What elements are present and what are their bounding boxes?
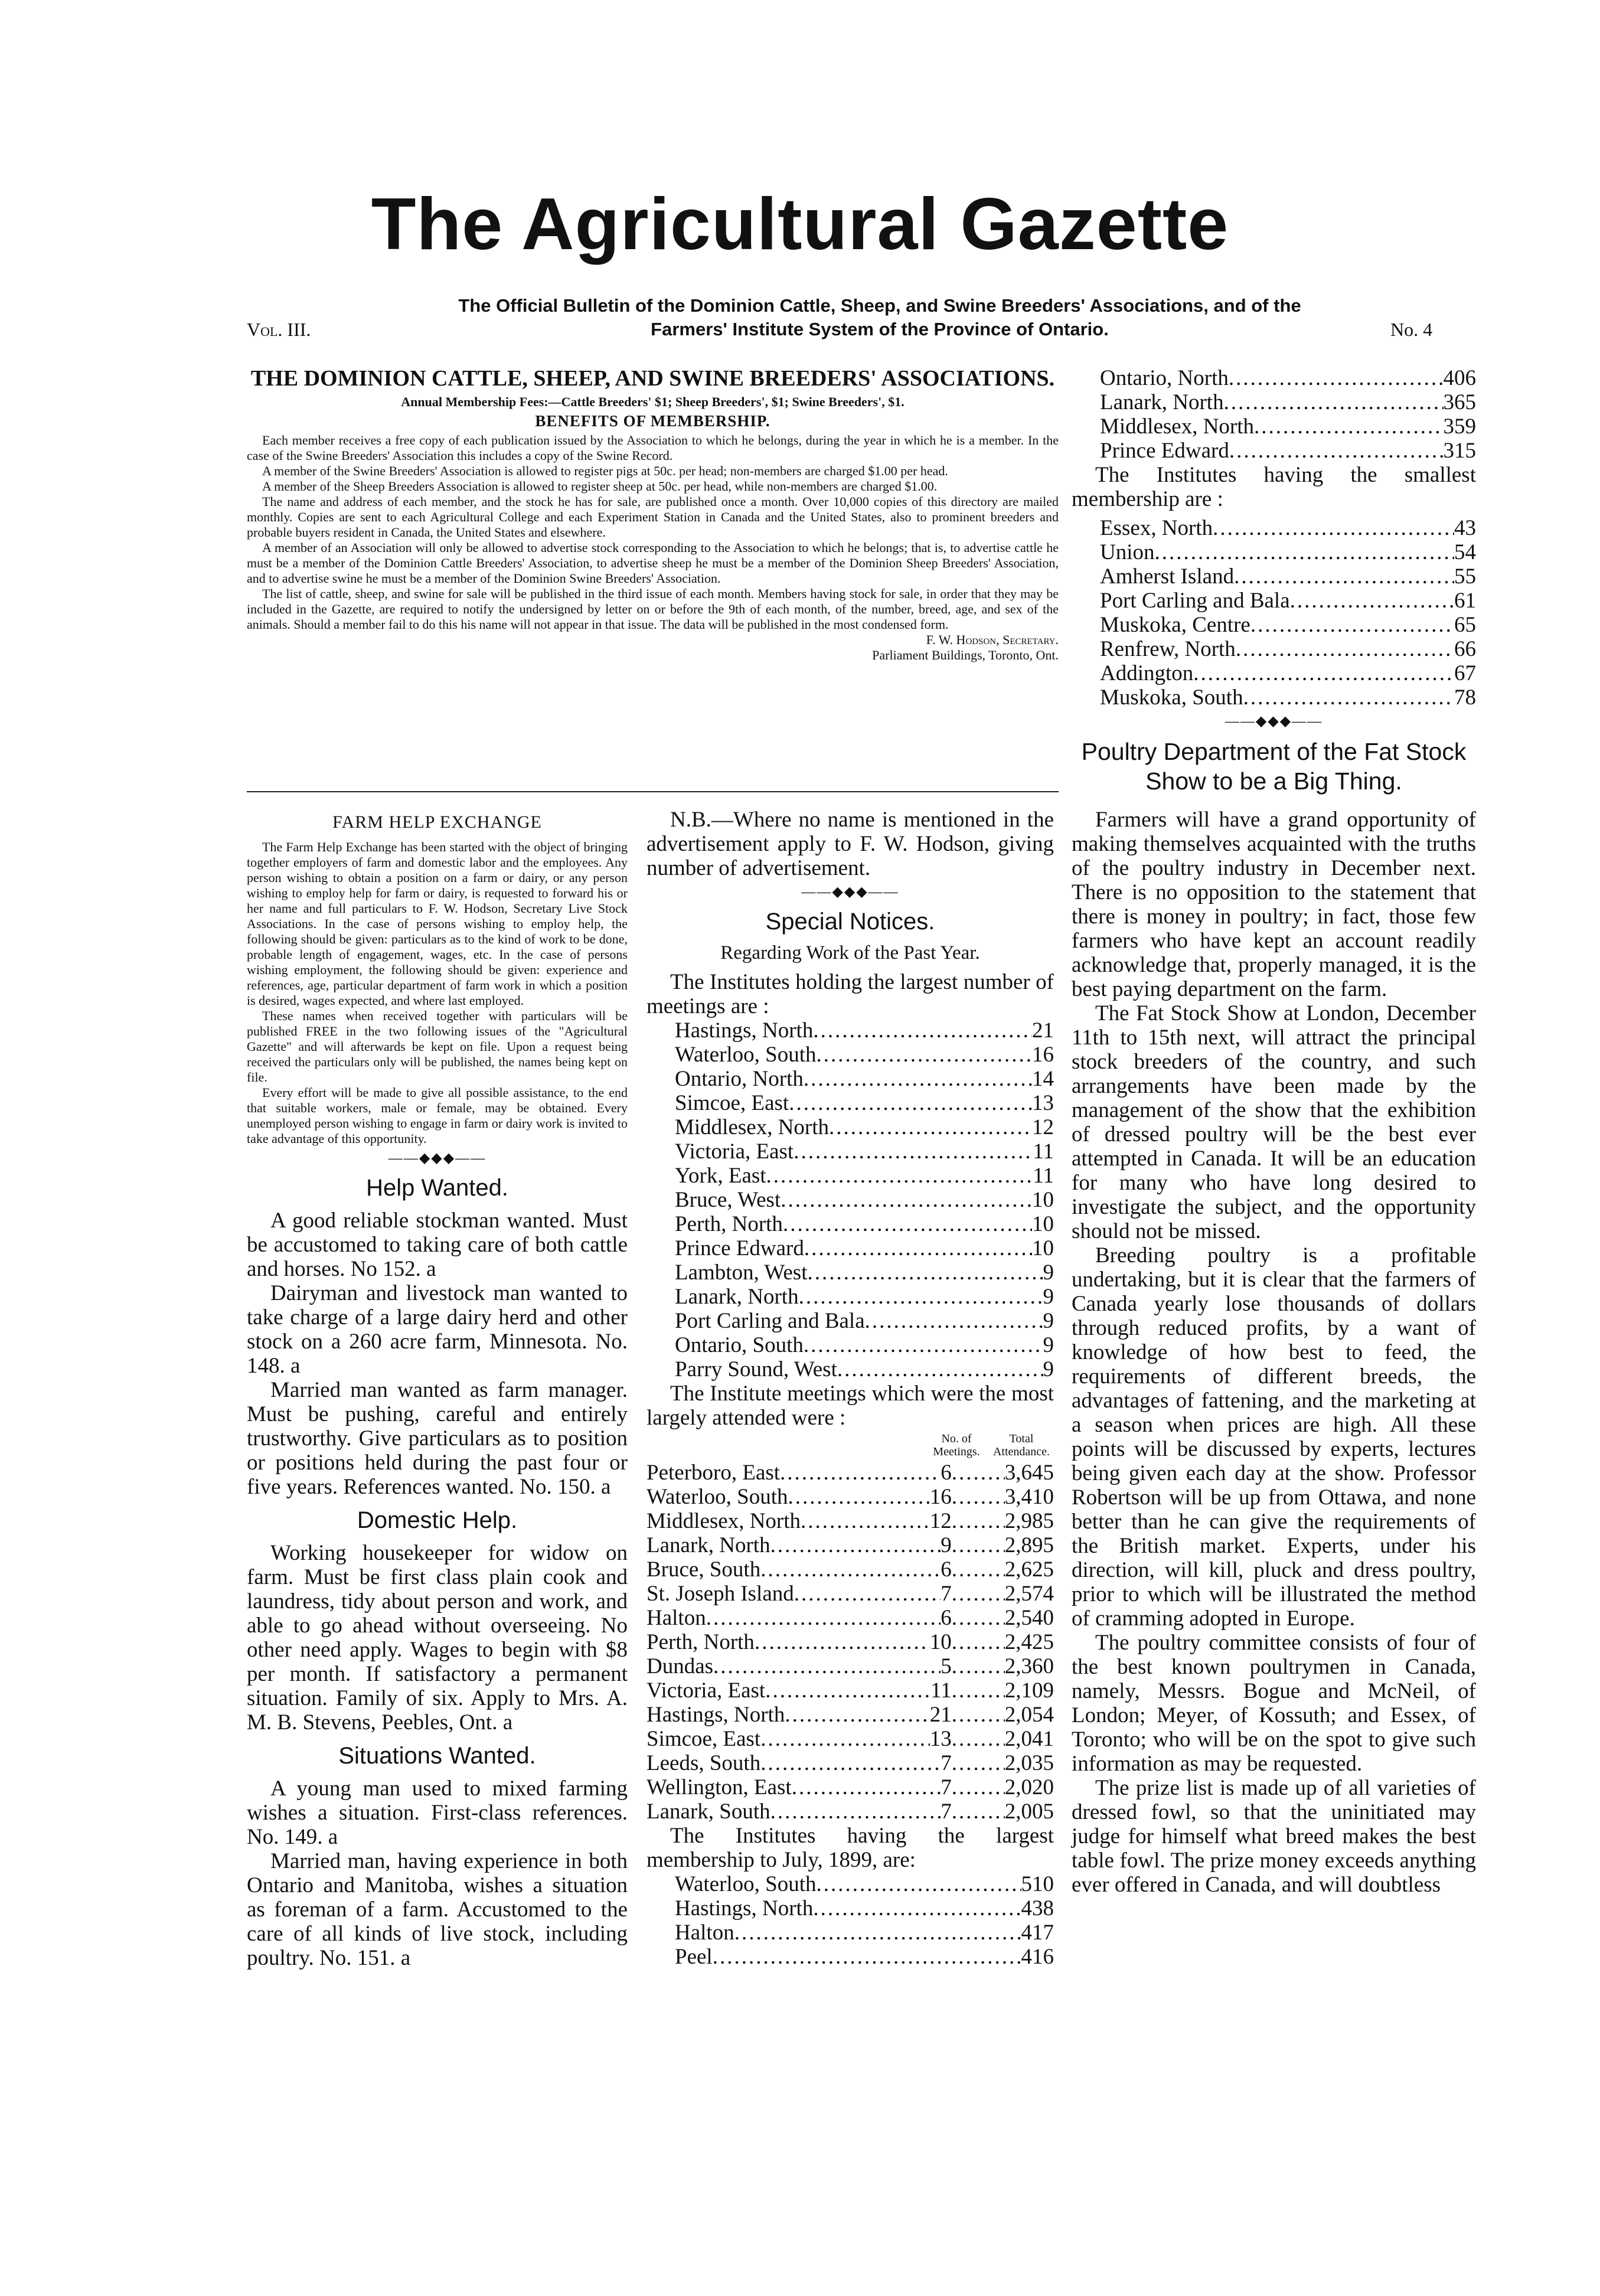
item-value: 12 — [1032, 1115, 1054, 1139]
list-item — [1100, 390, 1476, 414]
item-name: Essex, North — [1100, 516, 1213, 540]
poultry-heading: Poultry Department of the Fat Stock Show to be a Big Thing. — [1081, 738, 1467, 795]
row-meetings: 9 — [941, 1533, 952, 1557]
list-item — [675, 1921, 1054, 1945]
subtitle-line-2: Farmers' Institute System of the Province of Ontario. — [651, 319, 1109, 339]
meetings-intro: The Institutes holding the largest number of meetings are : — [646, 970, 1054, 1018]
item-name: Amherst Island — [1100, 564, 1235, 589]
list-item — [675, 1212, 1054, 1236]
meetings-list — [646, 1018, 1054, 1381]
associations-box — [247, 366, 1059, 663]
item-name: Renfrew, North — [1100, 637, 1236, 661]
item-name: Ontario, North — [675, 1067, 804, 1091]
farm-help-paragraph: These names when received together with particulars will be published FREE in the two following issues of the "Agricultural Gazette" and will afterwards be kept on file. Upon a request being received the particulars only will be published, the names being kept on file. — [247, 1008, 628, 1085]
row-meetings: 6 — [941, 1557, 952, 1582]
row-name: Hastings, North — [646, 1703, 785, 1727]
row-meetings: 7 — [941, 1775, 952, 1799]
list-item — [1100, 637, 1476, 661]
row-total: 3,645 — [1004, 1461, 1054, 1485]
item-value: 9 — [1043, 1357, 1054, 1381]
help-wanted-ad: Dairyman and livestock man wanted to take charge of a large dairy herd and other stock on a 260 acre farm, Minnesota. No. 148. a — [247, 1281, 628, 1378]
item-value: 438 — [1021, 1896, 1054, 1921]
item-value: 9 — [1043, 1333, 1054, 1357]
item-value: 43 — [1454, 516, 1476, 540]
row-total: 2,054 — [1004, 1703, 1054, 1727]
row-total: 2,041 — [1004, 1727, 1054, 1751]
row-meetings: 11 — [930, 1678, 952, 1703]
attendance-table — [646, 1461, 1054, 1824]
situations-wanted-heading: Situations Wanted. — [338, 1743, 536, 1769]
benefit-paragraph: The name and address of each member, and the stock he has for sale, are published once a month. Over 10,000 copies of this directory are mailed monthly. Copies are sent to each Agricultural College and each Experiment Station in Canada and the United States, also to prominent breeders and probable buyers resident in Canada, the United States and elsewhere. — [247, 494, 1059, 540]
largest-membership-intro: The Institutes having the largest membership to July, 1899, are: — [646, 1824, 1054, 1872]
help-wanted-ad: A good reliable stockman wanted. Must be accustomed to taking care of both cattle and horses. No 152. a — [247, 1209, 628, 1281]
list-item — [675, 1164, 1054, 1188]
list-item — [675, 1945, 1054, 1969]
item-name: Waterloo, South — [675, 1872, 817, 1896]
table-row — [646, 1775, 1054, 1799]
item-name: Perth, North — [675, 1212, 783, 1236]
item-name: Lambton, West — [675, 1260, 808, 1285]
table-row — [646, 1799, 1054, 1824]
issue-number: No. 4 — [1390, 319, 1433, 340]
poultry-paragraph: Breeding poultry is a profitable undertaking, but it is clear that the farmers of Canada yearly lose thousands of dollars through reduced profits, by a want of knowledge of how best to feed, the requirements of different breeds, the advantages of fattening, and the marketing at a season when prices are high. All these points will be discussed by experts, lectures being given each day at the show. Professor Robertson will be up from Ottawa, and none better than he can give the requirements of the British market. Experts, under his direction, will kill, pluck and dress poultry, prior to which will be illustrated the method of cramming adopted in Europe. — [1072, 1243, 1476, 1631]
domestic-help-heading: Domestic Help. — [357, 1507, 518, 1533]
list-item — [675, 1115, 1054, 1139]
poultry-paragraph: The poultry committee consists of four of the best known poultrymen in Canada, namely, Messrs. Bogue and McNeil, of London; Meyer, of Kossuth; and Essex, of Toronto; who will be on the spot to give such information as may be requested. — [1072, 1631, 1476, 1776]
item-value: 9 — [1043, 1285, 1054, 1309]
row-name: Middlesex, North — [646, 1509, 801, 1533]
masthead-title: The Agricultural Gazette — [371, 184, 1229, 265]
item-value: 13 — [1032, 1091, 1054, 1115]
row-meetings: 10 — [929, 1630, 952, 1654]
item-name: Hastings, North — [675, 1896, 814, 1921]
table-row — [646, 1751, 1054, 1775]
row-meetings: 7 — [941, 1751, 952, 1775]
row-meetings: 12 — [929, 1509, 952, 1533]
list-item — [675, 1043, 1054, 1067]
list-item — [1100, 613, 1476, 637]
row-name: Perth, North — [646, 1630, 755, 1654]
row-name: Lanark, South — [646, 1799, 770, 1824]
signature-address: Parliament Buildings, Toronto, Ont. — [872, 648, 1059, 662]
smallest-membership-intro: The Institutes having the smallest membership are : — [1072, 463, 1476, 511]
table-row — [646, 1582, 1054, 1606]
list-item — [1100, 516, 1476, 540]
farm-help-heading: FARM HELP EXCHANGE — [332, 812, 542, 832]
item-value: 10 — [1032, 1212, 1054, 1236]
list-item — [1100, 414, 1476, 439]
row-meetings: 13 — [929, 1727, 952, 1751]
table-row — [646, 1630, 1054, 1654]
header-meetings: No. of Meetings. — [933, 1432, 980, 1458]
row-total: 2,540 — [1004, 1606, 1054, 1630]
item-name: Parry Sound, West — [675, 1357, 837, 1381]
list-item — [1100, 439, 1476, 463]
nb-note: N.B.—Where no name is mentioned in the advertisement apply to F. W. Hodson, giving number of advertisement. — [646, 808, 1054, 880]
row-total: 2,574 — [1004, 1582, 1054, 1606]
list-item — [675, 1260, 1054, 1285]
column-3 — [1072, 366, 1476, 1897]
row-meetings: 7 — [941, 1582, 952, 1606]
table-row — [646, 1461, 1054, 1485]
list-item — [675, 1236, 1054, 1260]
item-value: 14 — [1032, 1067, 1054, 1091]
item-name: Ontario, South — [675, 1333, 804, 1357]
row-total: 2,895 — [1004, 1533, 1054, 1557]
item-name: Prince Edward — [1100, 439, 1229, 463]
row-name: Halton — [646, 1606, 706, 1630]
list-item — [675, 1018, 1054, 1043]
farm-help-paragraph: The Farm Help Exchange has been started with the object of bringing together employers of farm and domestic labor and the employees. Any person wishing to obtain a position on a farm or dairy, or any person wishing to employ help for farm or dairy, is requested to forward his or her name and full particulars to F. W. Hodson, Secretary Live Stock Associations. In the case of persons wishing to employ help, the following should be given: particulars as to the kind of work to be done, probable length of engagement, wages, etc. In the case of persons wishing employment, the following should be given: experience and references, age, particular department of farm work in which a position is desired, wages expected, and where last employed. — [247, 840, 628, 1008]
associations-heading: THE DOMINION CATTLE, SHEEP, AND SWINE BREEDERS' ASSOCIATIONS. — [250, 366, 1055, 391]
table-row — [646, 1654, 1054, 1678]
special-notices-subheading: Regarding Work of the Past Year. — [720, 942, 980, 964]
help-wanted-heading: Help Wanted. — [366, 1175, 508, 1201]
row-total: 2,625 — [1004, 1557, 1054, 1582]
row-name: Dundas — [646, 1654, 714, 1678]
row-name: Wellington, East — [646, 1775, 792, 1799]
header-total: Total Attendance. — [992, 1432, 1050, 1458]
item-value: 55 — [1454, 564, 1476, 589]
column-2 — [646, 808, 1054, 1969]
item-name: Middlesex, North — [675, 1115, 830, 1139]
item-value: 11 — [1033, 1139, 1054, 1164]
item-name: Muskoka, Centre — [1100, 613, 1250, 637]
item-value: 359 — [1443, 414, 1476, 439]
table-row — [646, 1533, 1054, 1557]
benefit-paragraph: A member of the Sheep Breeders Association is allowed to register sheep at 50c. per head, while non-members are charged $1.00. — [262, 479, 938, 494]
row-name: Leeds, South — [646, 1751, 761, 1775]
item-value: 66 — [1454, 637, 1476, 661]
poultry-paragraph: The prize list is made up of all varieties of dressed fowl, so that the uninitiated may judge for himself what breed makes the best table fowl. The prize money exceeds anything ever offered in Canada, and will doubtless — [1072, 1776, 1476, 1897]
column-divider — [247, 791, 1059, 792]
item-value: 61 — [1454, 589, 1476, 613]
item-value: 67 — [1454, 661, 1476, 685]
table-row — [646, 1485, 1054, 1509]
item-name: Waterloo, South — [675, 1043, 817, 1067]
row-meetings: 21 — [929, 1703, 952, 1727]
ornament-divider: ——◆◆◆—— — [1225, 714, 1323, 729]
row-total: 3,410 — [1004, 1485, 1054, 1509]
masthead-subtitle — [331, 294, 1429, 341]
list-item — [675, 1139, 1054, 1164]
item-value: 9 — [1043, 1260, 1054, 1285]
item-name: York, East — [675, 1164, 766, 1188]
table-row — [646, 1509, 1054, 1533]
table-row — [646, 1606, 1054, 1630]
list-item — [1100, 366, 1476, 390]
special-notices-heading: Special Notices. — [765, 909, 935, 935]
farm-help-paragraph: Every effort will be made to give all possible assistance, to the end that suitable workers, male or female, may be obtained. Every unemployed person wishing to engage in farm or dairy work is invited to take advantage of this opportunity. — [247, 1085, 628, 1146]
benefit-paragraph: The list of cattle, sheep, and swine for sale will be published in the third issue of each month. Members having stock for sale, in order that they may be included in the Gazette, are required to notify the undersigned by letter on or before the 9th of each month, of the number, breed, age, and sex of the animals. Should a member fail to do this his name will not appear in that issue. The data will be published in the most condensed form. — [247, 586, 1059, 632]
item-name: Prince Edward — [675, 1236, 804, 1260]
item-value: 9 — [1043, 1309, 1054, 1333]
item-value: 417 — [1021, 1921, 1054, 1945]
row-name: Lanark, North — [646, 1533, 770, 1557]
item-value: 416 — [1021, 1945, 1054, 1969]
attendance-intro: The Institute meetings which were the most largely attended were : — [646, 1381, 1054, 1430]
row-name: Simcoe, East — [646, 1727, 761, 1751]
item-value: 65 — [1454, 613, 1476, 637]
subtitle-line-1: The Official Bulletin of the Dominion Cattle, Sheep, and Swine Breeders' Associations, and of the — [458, 295, 1301, 316]
row-name: Peterboro, East — [646, 1461, 781, 1485]
list-item — [675, 1333, 1054, 1357]
situations-wanted-ad: Married man, having experience in both Ontario and Manitoba, wishes a situation as foreman of a farm. Accustomed to the care of all kinds of live stock, including poultry. No. 151. a — [247, 1849, 628, 1970]
item-name: Halton — [675, 1921, 734, 1945]
row-name: Victoria, East — [646, 1678, 766, 1703]
item-name: Muskoka, South — [1100, 685, 1243, 710]
poultry-paragraph: Farmers will have a grand opportunity of making themselves acquainted with the truths of the poultry industry in December next. There is no opposition to the statement that there is money in poultry; in fact, those few farmers who have kept an account readily acknowledge that, properly managed, it is the best paying department on the farm. — [1072, 808, 1476, 1001]
list-item — [675, 1067, 1054, 1091]
list-item — [1100, 589, 1476, 613]
list-item — [675, 1872, 1054, 1896]
item-name: Simcoe, East — [675, 1091, 789, 1115]
row-total: 2,035 — [1004, 1751, 1054, 1775]
item-name: Union — [1100, 540, 1155, 564]
row-meetings: 16 — [929, 1485, 952, 1509]
ornament-divider: ——◆◆◆—— — [388, 1151, 486, 1166]
ornament-divider: ——◆◆◆—— — [801, 884, 899, 900]
row-meetings: 7 — [941, 1799, 952, 1824]
benefit-paragraph: Each member receives a free copy of each publication issued by the Association to which he belongs, during the year in which he is a member. In the case of the Swine Breeders' Association this includes a copy of the Swine Record. — [247, 433, 1059, 463]
column-1 — [247, 808, 628, 1970]
item-value: 315 — [1443, 439, 1476, 463]
item-name: Port Carling and Bala — [675, 1309, 865, 1333]
item-value: 365 — [1443, 390, 1476, 414]
list-item — [1100, 564, 1476, 589]
row-total: 2,109 — [1004, 1678, 1054, 1703]
row-total: 2,985 — [1004, 1509, 1054, 1533]
list-item — [675, 1188, 1054, 1212]
item-name: Addington — [1100, 661, 1194, 685]
item-name: Peel — [675, 1945, 713, 1969]
benefit-paragraph: A member of the Swine Breeders' Association is allowed to register pigs at 50c. per head; non-members are charged $1.00 per head. — [262, 463, 948, 478]
table-row — [646, 1727, 1054, 1751]
item-name: Middlesex, North — [1100, 414, 1255, 439]
item-value: 10 — [1032, 1236, 1054, 1260]
list-item — [675, 1896, 1054, 1921]
attendance-table-header — [646, 1432, 1054, 1458]
row-meetings: 5 — [941, 1654, 952, 1678]
table-row — [646, 1557, 1054, 1582]
list-item — [1100, 685, 1476, 710]
item-value: 54 — [1454, 540, 1476, 564]
item-value: 78 — [1454, 685, 1476, 710]
item-name: Lanark, North — [675, 1285, 799, 1309]
item-value: 16 — [1032, 1043, 1054, 1067]
row-total: 2,020 — [1004, 1775, 1054, 1799]
item-value: 10 — [1032, 1188, 1054, 1212]
row-name: Waterloo, South — [646, 1485, 788, 1509]
item-name: Bruce, West — [675, 1188, 781, 1212]
table-row — [646, 1678, 1054, 1703]
list-item — [675, 1357, 1054, 1381]
row-total: 2,005 — [1004, 1799, 1054, 1824]
situations-wanted-ad: A young man used to mixed farming wishes a situation. First-class references. No. 149. a — [247, 1776, 628, 1849]
list-item — [675, 1309, 1054, 1333]
row-name: Bruce, South — [646, 1557, 761, 1582]
benefits-heading: BENEFITS OF MEMBERSHIP. — [535, 412, 770, 430]
item-value: 11 — [1033, 1164, 1054, 1188]
table-row — [646, 1703, 1054, 1727]
smallest-membership-list — [1072, 516, 1476, 710]
largest-membership-list-continued — [1072, 366, 1476, 463]
volume-label: Vol. III. — [247, 319, 311, 340]
item-value: 406 — [1443, 366, 1476, 390]
signature-name: F. W. Hodson, Secretary. — [926, 632, 1059, 647]
benefit-paragraph: A member of an Association will only be allowed to advertise stock corresponding to the Association to which he belongs; that is, to advertise cattle he must be a member of the Dominion Cattle Breeders' Association, to advertise sheep he must be a member of the Dominion Sheep Breeders' Association, and to advertise swine he must be a member of the Dominion Swine Breeders' Association. — [247, 540, 1059, 586]
row-total: 2,425 — [1004, 1630, 1054, 1654]
list-item — [1100, 661, 1476, 685]
item-value: 510 — [1021, 1872, 1054, 1896]
largest-membership-list — [646, 1872, 1054, 1969]
list-item — [675, 1285, 1054, 1309]
membership-fees: Annual Membership Fees:—Cattle Breeders' $1; Sheep Breeders', $1; Swine Breeders', $1. — [401, 394, 905, 409]
poultry-paragraph: The Fat Stock Show at London, December 11th to 15th next, will attract the principal stock breeders of the country, and such arrangements have been made by the management of the show that the exhibition of dressed poultry will be the best ever attempted in Canada. It will be an education for many who have long desired to investigate the subject, and the opportunity should not be missed. — [1072, 1001, 1476, 1243]
row-name: St. Joseph Island — [646, 1582, 794, 1606]
item-name: Victoria, East — [675, 1139, 794, 1164]
list-item — [1100, 540, 1476, 564]
row-meetings: 6 — [941, 1606, 952, 1630]
item-value: 21 — [1032, 1018, 1054, 1043]
item-name: Ontario, North — [1100, 366, 1229, 390]
row-meetings: 6 — [941, 1461, 952, 1485]
row-total: 2,360 — [1004, 1654, 1054, 1678]
item-name: Lanark, North — [1100, 390, 1224, 414]
help-wanted-ad: Married man wanted as farm manager. Must be pushing, careful and entirely trustworthy. Give particulars as to position or positions held during the past four or five years. References wanted. No. 150. a — [247, 1378, 628, 1499]
item-name: Hastings, North — [675, 1018, 814, 1043]
domestic-help-ad: Working housekeeper for widow on farm. Must be first class plain cook and laundress, tidy about person and work, and able to go ahead without overseeing. No other need apply. Wages to begin with $8 per month. If satisfactory a permanent situation. Family of six. Apply to Mrs. A. M. B. Stevens, Peebles, Ont. a — [247, 1541, 628, 1735]
list-item — [675, 1091, 1054, 1115]
item-name: Port Carling and Bala — [1100, 589, 1290, 613]
